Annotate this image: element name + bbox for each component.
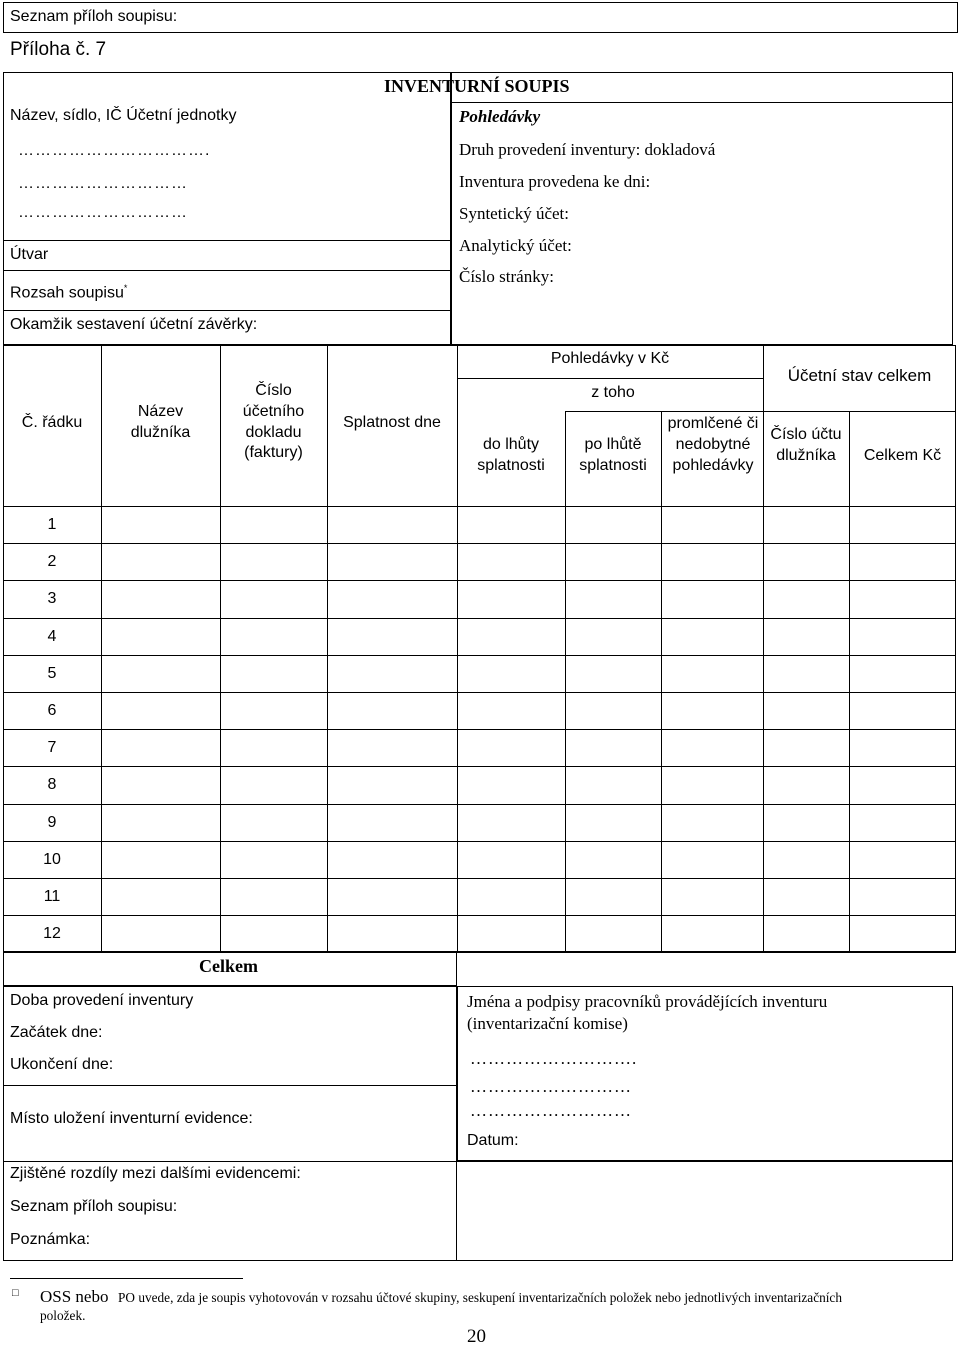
commission-label: Jména a podpisy pracovníků provádějících inventuru	[467, 992, 828, 1011]
row-line	[3, 915, 956, 916]
column-line	[849, 411, 850, 952]
page-number-label: Číslo stránky:	[459, 267, 554, 286]
top-attachments-list: Seznam příloh soupisu:	[10, 8, 178, 25]
section-label: Pohledávky	[459, 107, 541, 126]
header-total: Celkem Kč	[863, 447, 942, 464]
subheader-line	[457, 378, 763, 379]
row-line	[3, 618, 956, 619]
divider	[3, 270, 451, 271]
divider	[3, 310, 451, 311]
header-due-date: Splatnost dne	[343, 414, 441, 431]
total-label: Celkem	[199, 956, 258, 976]
row-number: 7	[47, 739, 57, 757]
signatures-box	[457, 986, 953, 1161]
row-line	[3, 766, 956, 767]
header-debtor-name: Název dlužníka	[130, 403, 191, 441]
date-label: Datum:	[467, 1132, 519, 1149]
row-line	[3, 655, 956, 656]
row-number: 12	[43, 925, 61, 943]
department-label: Útvar	[10, 246, 49, 263]
footnote-lead: OSS nebo	[40, 1287, 109, 1306]
scope-mark: *	[123, 283, 128, 293]
row-line	[3, 841, 956, 842]
annex-label: Příloha č. 7	[10, 39, 107, 60]
duration-label: Doba provedení inventury	[10, 992, 194, 1009]
row-number: 5	[47, 664, 57, 682]
row-number: 9	[47, 813, 57, 831]
row-line	[3, 692, 956, 693]
subheader-line	[763, 411, 956, 412]
row-number: 8	[47, 776, 57, 794]
column-line	[565, 411, 566, 952]
row-number: 1	[47, 516, 57, 533]
start-label: Začátek dne:	[10, 1024, 103, 1041]
storage-label: Místo uložení inventurní evidence:	[10, 1110, 253, 1127]
signature-line: ………………………	[470, 1101, 632, 1120]
table-header-bottom	[3, 506, 956, 507]
row-line	[3, 878, 956, 879]
form-title: INVENTURNÍ SOUPIS	[384, 76, 570, 96]
row-line	[3, 543, 956, 544]
header-document-number: Číslo účetního dokladu (faktury)	[242, 382, 305, 462]
signature-line: ………………………	[470, 1077, 632, 1096]
dots-line: …………………………	[18, 204, 188, 221]
header-statute-barred: promlčené či nedobytné pohledávky	[667, 415, 759, 474]
inventory-date-label: Inventura provedena ke dni:	[459, 172, 651, 191]
row-number: 3	[47, 590, 57, 608]
header-row-number: Č. řádku	[21, 414, 83, 431]
header-of-which: z toho	[591, 384, 635, 401]
header-after-due: po lhůtě splatnosti	[579, 436, 647, 474]
unit-name-label: Název, sídlo, IČ Účetní jednotky	[10, 107, 237, 124]
divider	[3, 240, 451, 241]
end-label: Ukončení dne:	[10, 1056, 114, 1073]
signature-line: ……………………….	[470, 1049, 638, 1068]
row-number: 10	[43, 850, 61, 868]
column-line	[220, 345, 221, 952]
dots-line: …………………………	[18, 175, 188, 192]
row-number: 11	[43, 888, 61, 905]
differences-label: Zjištěné rozdíly mezi dalšími evidencemi:	[10, 1165, 301, 1182]
closing-moment-label: Okamžik sestavení účetní závěrky:	[10, 316, 258, 333]
divider	[3, 1085, 457, 1086]
divider	[451, 102, 953, 103]
dots-line: …………………………….	[18, 142, 211, 159]
analytic-account-label: Analytický účet:	[459, 236, 572, 255]
note-label: Poznámka:	[10, 1231, 91, 1248]
scope-label	[10, 284, 127, 301]
column-line	[101, 345, 102, 952]
column-line	[327, 345, 328, 952]
header-before-due: do lhůty splatnosti	[477, 436, 545, 474]
scope-text: Rozsah soupisu	[10, 284, 124, 302]
column-line	[763, 345, 764, 952]
footnote-continuation: položek.	[40, 1308, 86, 1323]
synthetic-account-label: Syntetický účet:	[459, 204, 570, 223]
header-receivables-group: Pohledávky v Kč	[550, 350, 670, 367]
row-line	[3, 729, 956, 730]
inventory-type-label: Druh provedení inventury: dokladová	[459, 140, 716, 159]
page-number: 20	[467, 1326, 486, 1347]
footnote-rule	[10, 1278, 243, 1279]
row-number: 4	[47, 627, 57, 645]
header-debtor-account: Číslo účtu dlužníka	[770, 426, 842, 464]
row-line	[3, 580, 956, 581]
commission-label-2: (inventarizační komise)	[467, 1014, 628, 1033]
row-number: 2	[47, 553, 57, 571]
row-line	[3, 804, 956, 805]
subheader-line	[565, 411, 763, 412]
column-line	[457, 345, 458, 952]
footnote-text: PO uvede, zda je soupis vyhotovován v rozsahu účtové skupiny, seskupení inventarizačních položek nebo jednotlivých inventarizačních	[118, 1290, 842, 1305]
footnote-box-icon: □	[12, 1287, 19, 1299]
header-balance-group: Účetní stav celkem	[787, 366, 932, 385]
row-number: 6	[47, 702, 57, 719]
column-line	[661, 411, 662, 952]
bottom-attachments-list: Seznam příloh soupisu:	[10, 1198, 178, 1215]
